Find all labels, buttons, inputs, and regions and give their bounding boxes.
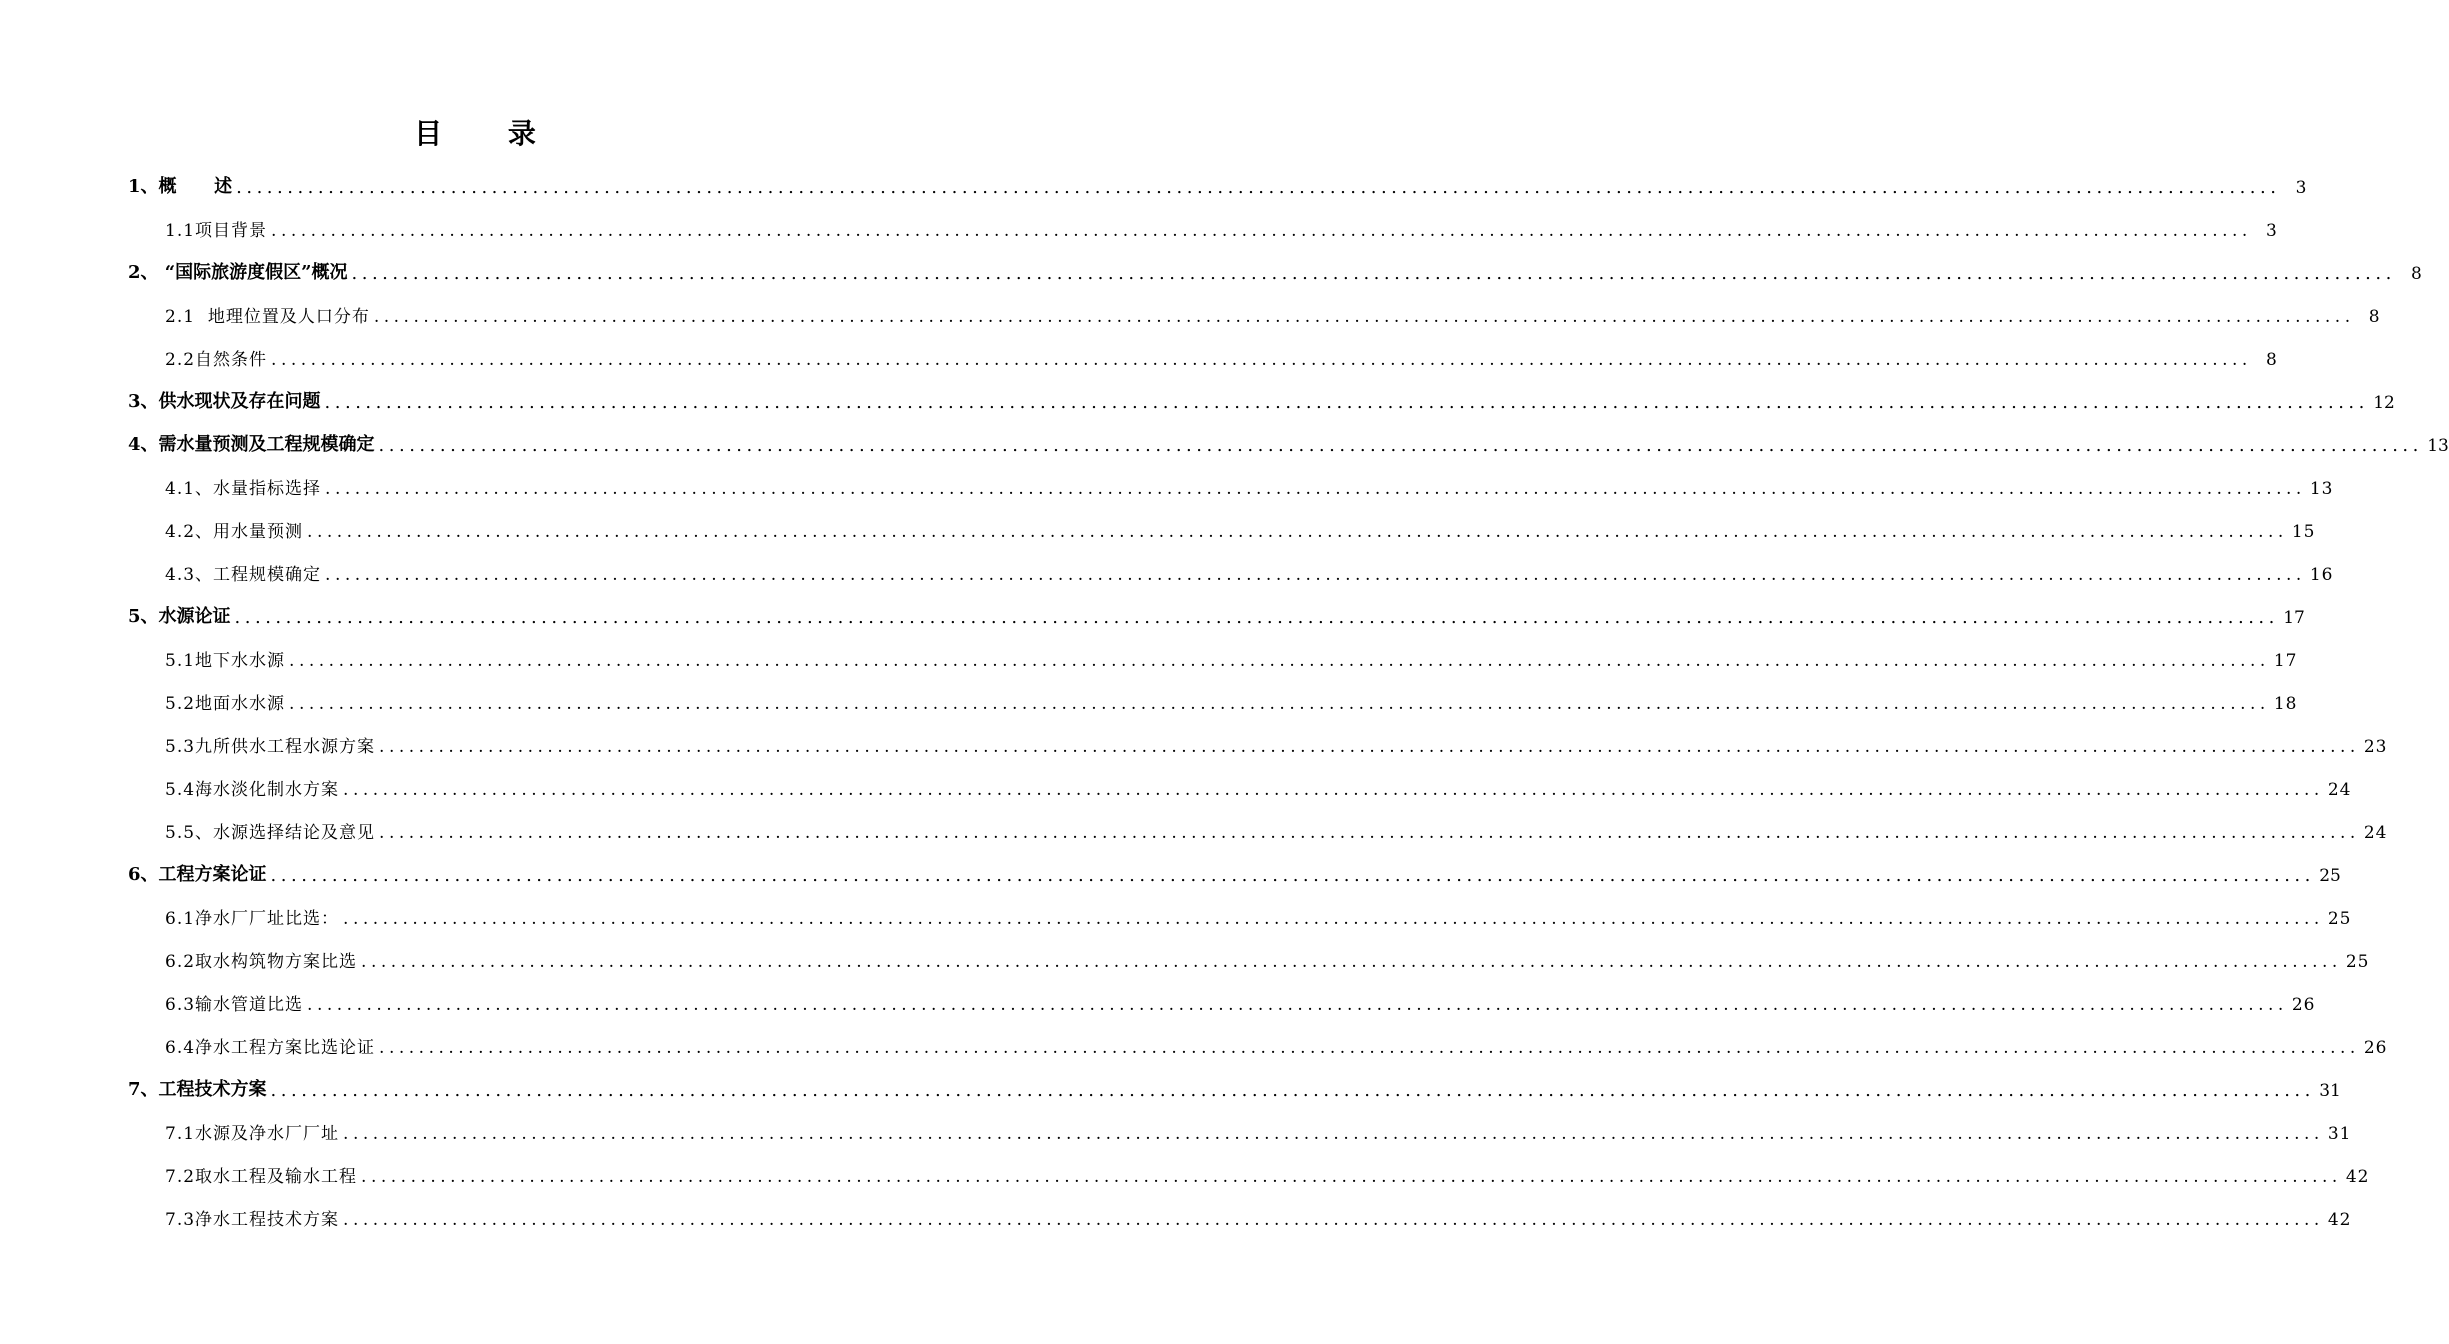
toc-entry-page-number: 13 <box>2427 436 2449 456</box>
toc-leader-dots: ........................................................................................................................................................................................................ <box>271 350 2252 370</box>
toc-entry-page-number: 25 <box>2319 866 2341 886</box>
toc-leader-dots: ........................................................................................................................................................................................................ <box>343 1210 2324 1230</box>
toc-entry[interactable] <box>165 1144 2370 1187</box>
toc-entry-title: 7、工程技术方案 <box>128 1079 267 1100</box>
toc-entry[interactable] <box>165 456 2334 499</box>
toc-entry[interactable] <box>165 1015 2388 1058</box>
toc-entry[interactable] <box>128 1058 2341 1101</box>
toc-leader-dots: ........................................................................................................................................................................................................ <box>351 263 2396 284</box>
toc-entry-page-number: 12 <box>2373 393 2395 413</box>
toc-entry-title: 5、水源论证 <box>128 606 231 627</box>
toc-entry-title: 6.4净水工程方案比选论证 <box>165 1038 376 1058</box>
toc-entry-title: 5.1地下水水源 <box>165 651 286 671</box>
toc-entry-page-number: 25 <box>2327 909 2352 929</box>
toc-leader-dots: ........................................................................................................................................................................................................ <box>379 1038 2360 1058</box>
toc-entry[interactable] <box>128 370 2395 413</box>
toc-entry[interactable] <box>165 972 2316 1015</box>
toc-leader-dots: ........................................................................................................................................................................................................ <box>343 909 2324 929</box>
toc-entry-page-number: 3 <box>2265 221 2278 241</box>
toc-entry[interactable] <box>165 886 2352 929</box>
toc-leader-dots: ........................................................................................................................................................................................................ <box>270 865 2315 886</box>
toc-leader-dots: ........................................................................................................................................................................................................ <box>270 1080 2315 1101</box>
toc-leader-dots: ........................................................................................................................................................................................................ <box>289 651 2270 671</box>
toc-entry-page-number: 17 <box>2273 651 2298 671</box>
toc-entry[interactable] <box>165 714 2388 757</box>
toc-entry[interactable] <box>165 800 2388 843</box>
toc-entry-page-number: 8 <box>2368 307 2381 327</box>
toc-entry-title: 2、 “国际旅游度假区”概况 <box>128 262 348 283</box>
toc-entry-title: 5.4海水淡化制水方案 <box>165 780 340 800</box>
toc-leader-dots: ........................................................................................................................................................................................................ <box>325 479 2306 499</box>
toc-entry-page-number: 42 <box>2345 1167 2370 1187</box>
toc-entry-title: 6、工程方案论证 <box>128 864 267 885</box>
toc-entry-page-number: 18 <box>2273 694 2298 714</box>
toc-entry[interactable] <box>128 155 2307 198</box>
toc-entry-page-number: 24 <box>2327 780 2352 800</box>
toc-entry[interactable] <box>165 929 2370 972</box>
toc-leader-dots: ........................................................................................................................................................................................................ <box>373 307 2355 327</box>
toc-leader-dots: ........................................................................................................................................................................................................ <box>361 952 2342 972</box>
toc-entry[interactable] <box>128 241 2422 284</box>
toc-entry-page-number: 3 <box>2295 178 2307 198</box>
toc-entry-title: 1、概 述 <box>128 176 233 197</box>
toc-entry-title: 6.1净水厂厂址比选： <box>165 909 340 929</box>
toc-leader-dots: ........................................................................................................................................................................................................ <box>379 737 2360 757</box>
toc-leader-dots: ........................................................................................................................................................................................................ <box>307 995 2288 1015</box>
toc-leader-dots: ........................................................................................................................................................................................................ <box>289 694 2270 714</box>
toc-entry-page-number: 31 <box>2319 1081 2341 1101</box>
toc-entry-title: 5.2地面水水源 <box>165 694 286 714</box>
toc-leader-dots: ........................................................................................................................................................................................................ <box>271 221 2252 241</box>
toc-entry-title: 4.3、工程规模确定 <box>165 565 322 585</box>
toc-entry-page-number: 13 <box>2309 479 2334 499</box>
toc-entry-page-number: 26 <box>2291 995 2316 1015</box>
toc-leader-dots: ........................................................................................................................................................................................................ <box>236 177 2281 198</box>
toc-entry[interactable] <box>165 757 2352 800</box>
toc-entry[interactable] <box>128 413 2449 456</box>
toc-entry[interactable] <box>165 542 2334 585</box>
toc-entry-page-number: 8 <box>2411 264 2422 284</box>
toc-entry[interactable] <box>165 198 2278 241</box>
toc-entry-title: 4.1、水量指标选择 <box>165 479 322 499</box>
toc-entry-title: 5.3九所供水工程水源方案 <box>165 737 376 757</box>
page-title: 目 录 <box>414 117 564 150</box>
toc-entry-page-number: 24 <box>2363 823 2388 843</box>
toc-entry[interactable] <box>128 585 2305 628</box>
toc-leader-dots: ........................................................................................................................................................................................................ <box>379 823 2360 843</box>
toc-entry-title: 7.2取水工程及输水工程 <box>165 1167 358 1187</box>
toc-leader-dots: ........................................................................................................................................................................................................ <box>234 607 2279 628</box>
toc-entry[interactable] <box>165 628 2298 671</box>
toc-entry-title: 5.5、水源选择结论及意见 <box>165 823 376 843</box>
toc-leader-dots: ........................................................................................................................................................................................................ <box>343 780 2324 800</box>
toc-entry-page-number: 25 <box>2345 952 2370 972</box>
toc-leader-dots: ........................................................................................................................................................................................................ <box>325 565 2306 585</box>
toc-entry-page-number: 16 <box>2309 565 2334 585</box>
toc-entry[interactable] <box>165 1187 2352 1230</box>
toc-entry[interactable] <box>128 843 2341 886</box>
toc-entry[interactable] <box>165 499 2316 542</box>
toc-entry[interactable] <box>165 327 2278 370</box>
toc-entry[interactable] <box>165 671 2298 714</box>
toc-entry-title: 2.1 地理位置及人口分布 <box>165 307 370 327</box>
toc-entry-page-number: 31 <box>2327 1124 2352 1144</box>
toc-entry-title: 4.2、用水量预测 <box>165 522 304 542</box>
toc-entry[interactable] <box>165 284 2381 327</box>
toc-leader-dots: ........................................................................................................................................................................................................ <box>324 392 2369 413</box>
toc-entry-title: 7.3净水工程技术方案 <box>165 1210 340 1230</box>
toc-leader-dots: ........................................................................................................................................................................................................ <box>378 435 2423 456</box>
toc-entry-page-number: 15 <box>2291 522 2316 542</box>
toc-leader-dots: ........................................................................................................................................................................................................ <box>361 1167 2342 1187</box>
toc-entry-page-number: 23 <box>2363 737 2388 757</box>
toc-entry[interactable] <box>165 1101 2352 1144</box>
toc-entry-page-number: 42 <box>2327 1210 2352 1230</box>
toc-entry-title: 6.3输水管道比选 <box>165 995 304 1015</box>
toc-leader-dots: ........................................................................................................................................................................................................ <box>307 522 2288 542</box>
toc-entry-title: 4、需水量预测及工程规模确定 <box>128 434 375 455</box>
toc-entry-page-number: 26 <box>2363 1038 2388 1058</box>
toc-entry-title: 2.2自然条件 <box>165 350 268 370</box>
toc-entry-title: 6.2取水构筑物方案比选 <box>165 952 358 972</box>
toc-entry-page-number: 8 <box>2265 350 2278 370</box>
toc-leader-dots: ........................................................................................................................................................................................................ <box>343 1124 2324 1144</box>
toc-entry-page-number: 17 <box>2283 608 2305 628</box>
toc-entry-title: 1.1项目背景 <box>165 221 268 241</box>
toc-entry-title: 3、供水现状及存在问题 <box>128 391 321 412</box>
toc-entry-title: 7.1水源及净水厂厂址 <box>165 1124 340 1144</box>
